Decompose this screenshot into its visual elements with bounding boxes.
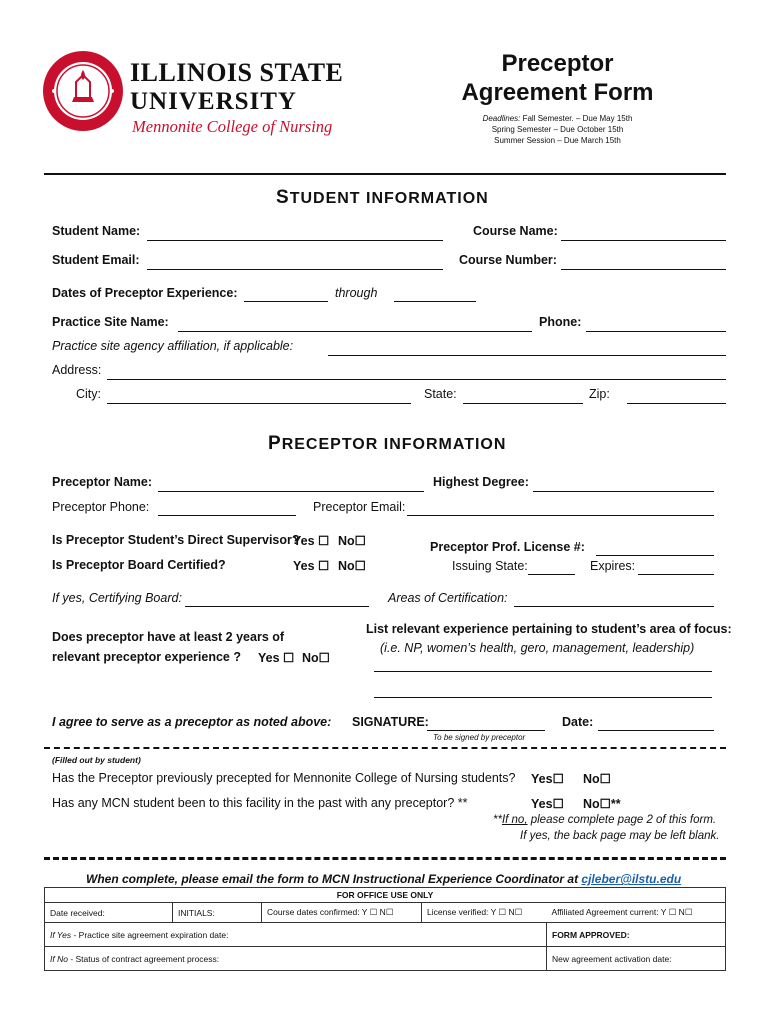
course-dates-cell[interactable]: Course dates confirmed: Y ☐ N☐ bbox=[262, 903, 422, 923]
student-information-heading bbox=[276, 187, 489, 209]
date-end-field[interactable] bbox=[394, 301, 476, 302]
supervisor-no[interactable] bbox=[338, 533, 366, 548]
university-name-line2: UNIVERSITY bbox=[130, 88, 297, 115]
years-yes-label: Yes bbox=[258, 651, 280, 665]
deadline-fall-text: Fall Semester. – Due May 15th bbox=[520, 114, 633, 123]
certified-yes-checkbox[interactable]: ☐ bbox=[318, 559, 330, 573]
course-number-field[interactable] bbox=[561, 269, 726, 270]
course-dates-n: N bbox=[379, 907, 386, 917]
agree-statement: I agree to serve as a preceptor as noted above: bbox=[52, 715, 332, 729]
if-no-note bbox=[493, 814, 716, 826]
facility-no-label: No bbox=[583, 797, 600, 811]
deadline-fall bbox=[440, 114, 675, 123]
if-no-note-emphasis: If no, bbox=[501, 814, 528, 826]
form-title-line1: Preceptor bbox=[501, 50, 614, 77]
section-dashed-divider bbox=[44, 747, 726, 749]
initials-cell[interactable] bbox=[173, 903, 262, 923]
preceptor-phone-field[interactable] bbox=[158, 515, 296, 516]
course-dates-label: Course dates confirmed: Y bbox=[267, 907, 368, 917]
facility-no-stars: ** bbox=[610, 797, 621, 811]
precepted-before-question: Has the Preceptor previously precepted for Mennonite College of Nursing students? bbox=[52, 771, 516, 785]
license-verified-cell[interactable]: License verified: Y ☐ N☐ bbox=[422, 903, 547, 923]
license-verified-n: N bbox=[508, 907, 515, 917]
supervisor-yes-label: Yes bbox=[293, 534, 315, 548]
course-number-label: Course Number: bbox=[459, 253, 557, 267]
issuing-state-label: Issuing State: bbox=[452, 559, 528, 573]
address-label: Address: bbox=[52, 363, 102, 377]
through-label: through bbox=[335, 286, 378, 300]
certified-no-checkbox[interactable]: ☐ bbox=[354, 559, 366, 573]
date-received-label: Date received: bbox=[50, 907, 105, 918]
practice-site-label: Practice Site Name: bbox=[52, 315, 169, 329]
issuing-state-field[interactable] bbox=[528, 574, 575, 575]
new-agreement-label: New agreement activation date: bbox=[552, 953, 672, 964]
board-certified-label: Is Preceptor Board Certified? bbox=[52, 558, 226, 572]
if-no-rest: - Status of contract agreement process: bbox=[67, 953, 220, 964]
preceptor-phone-label: Preceptor Phone: bbox=[52, 500, 150, 514]
certified-no[interactable] bbox=[338, 558, 366, 573]
highest-degree-field[interactable] bbox=[533, 491, 714, 492]
address-field[interactable] bbox=[107, 379, 726, 380]
highest-degree-label: Highest Degree: bbox=[433, 475, 529, 489]
years-yes[interactable] bbox=[258, 650, 294, 665]
date-field[interactable] bbox=[598, 730, 714, 731]
precepted-yes[interactable] bbox=[531, 771, 564, 786]
filled-by-student-label: (Filled out by student) bbox=[52, 755, 141, 765]
supervisor-yes-checkbox[interactable]: ☐ bbox=[318, 534, 330, 548]
if-yes-note: If yes, the back page may be left blank. bbox=[520, 830, 720, 842]
certifying-board-field[interactable] bbox=[185, 606, 369, 607]
certifying-board-label: If yes, Certifying Board: bbox=[52, 591, 182, 605]
office-use-header: FOR OFFICE USE ONLY bbox=[45, 888, 726, 903]
precepted-yes-checkbox[interactable]: ☐ bbox=[552, 772, 564, 786]
precepted-no[interactable] bbox=[583, 771, 611, 786]
precepted-no-checkbox[interactable]: ☐ bbox=[599, 772, 611, 786]
years-question-line1: Does preceptor have at least 2 years of bbox=[52, 630, 285, 644]
supervisor-no-checkbox[interactable]: ☐ bbox=[354, 534, 366, 548]
date-label: Date: bbox=[562, 715, 594, 729]
zip-field[interactable] bbox=[627, 403, 726, 404]
new-agreement-cell[interactable] bbox=[547, 947, 726, 971]
years-no-checkbox[interactable]: ☐ bbox=[318, 651, 330, 665]
university-seal-logo bbox=[42, 50, 124, 132]
supervisor-no-label: No bbox=[338, 534, 355, 548]
expires-label: Expires: bbox=[590, 559, 636, 573]
affiliation-label: Practice site agency affiliation, if applicable: bbox=[52, 339, 294, 353]
city-label: City: bbox=[76, 387, 101, 401]
practice-site-field[interactable] bbox=[178, 331, 532, 332]
if-yes-expiration-cell[interactable] bbox=[45, 923, 547, 947]
if-yes-label: If Yes bbox=[50, 929, 72, 940]
expires-field[interactable] bbox=[638, 574, 714, 575]
affiliated-label: Affiliated Agreement current: Y bbox=[551, 907, 667, 917]
state-field[interactable] bbox=[463, 403, 583, 404]
preceptor-name-field[interactable] bbox=[158, 491, 424, 492]
facility-yes[interactable] bbox=[531, 796, 564, 811]
signature-field[interactable] bbox=[427, 730, 545, 731]
student-email-field[interactable] bbox=[147, 269, 443, 270]
office-use-table bbox=[44, 887, 726, 971]
deadlines-label: Deadlines: bbox=[482, 114, 521, 123]
preceptor-heading-rest: RECEPTOR INFORMATION bbox=[281, 436, 507, 453]
coordinator-email-link[interactable]: cjleber@ilstu.edu bbox=[581, 872, 682, 886]
preceptor-name-label: Preceptor Name: bbox=[52, 475, 153, 489]
email-instruction bbox=[86, 872, 681, 886]
email-instruction-text: When complete, please email the form to MCN Instructional Experience Coordinator at bbox=[86, 872, 582, 886]
course-name-label: Course Name: bbox=[473, 224, 558, 238]
if-yes-rest: - Practice site agreement expiration date: bbox=[71, 929, 229, 940]
date-start-field[interactable] bbox=[244, 301, 328, 302]
areas-certification-field[interactable] bbox=[514, 606, 714, 607]
phone-field[interactable] bbox=[586, 331, 726, 332]
relevant-experience-line2[interactable] bbox=[374, 697, 712, 698]
facility-no[interactable] bbox=[583, 796, 621, 811]
date-received-cell[interactable] bbox=[45, 903, 173, 923]
areas-certification-label: Areas of Certification: bbox=[388, 591, 508, 605]
deadline-spring: Spring Semester – Due October 15th bbox=[491, 125, 624, 134]
phone-label: Phone: bbox=[539, 315, 582, 329]
precepted-no-label: No bbox=[583, 772, 600, 786]
student-heading-cap: S bbox=[276, 187, 290, 208]
footer-dashed-divider bbox=[44, 857, 726, 860]
if-no-status-cell[interactable] bbox=[45, 947, 547, 971]
certified-yes[interactable] bbox=[293, 558, 329, 573]
state-label: State: bbox=[424, 387, 457, 401]
preceptor-information-heading bbox=[268, 433, 506, 455]
years-no[interactable] bbox=[302, 650, 330, 665]
certified-yes-label: Yes bbox=[293, 559, 315, 573]
deadline-summer: Summer Session – Due March 15th bbox=[494, 136, 621, 145]
facility-yes-checkbox[interactable]: ☐ bbox=[552, 797, 564, 811]
student-email-label: Student Email: bbox=[52, 253, 140, 267]
affiliated-cell[interactable]: Affiliated Agreement current: Y ☐ N☐ bbox=[547, 903, 726, 923]
preceptor-heading-cap: P bbox=[268, 433, 282, 454]
if-no-note-stars: ** bbox=[493, 814, 502, 826]
if-no-label: If No bbox=[50, 953, 68, 964]
relevant-experience-label: List relevant experience pertaining to student’s area of focus: bbox=[366, 622, 732, 636]
license-label: Preceptor Prof. License #: bbox=[430, 540, 585, 554]
certified-no-label: No bbox=[338, 559, 355, 573]
facility-no-checkbox[interactable]: ☐ bbox=[599, 797, 611, 811]
university-name-line1: ILLINOIS STATE bbox=[130, 58, 344, 87]
preceptor-email-field[interactable] bbox=[407, 515, 714, 516]
zip-label: Zip: bbox=[589, 387, 610, 401]
years-no-label: No bbox=[302, 651, 319, 665]
relevant-experience-line1[interactable] bbox=[374, 671, 712, 672]
facility-history-question: Has any MCN student been to this facility in the past with any preceptor? ** bbox=[52, 796, 468, 810]
relevant-experience-hint: (i.e. NP, women’s health, gero, management, leadership) bbox=[380, 641, 695, 655]
precepted-yes-label: Yes bbox=[531, 772, 553, 786]
supervisor-yes[interactable] bbox=[293, 533, 329, 548]
signature-label: SIGNATURE: bbox=[352, 715, 429, 729]
years-yes-checkbox[interactable]: ☐ bbox=[283, 651, 295, 665]
signed-by-note: To be signed by preceptor bbox=[433, 733, 526, 742]
preceptor-email-label: Preceptor Email: bbox=[313, 500, 406, 514]
form-title-line2: Agreement Form bbox=[461, 79, 654, 106]
student-name-label: Student Name: bbox=[52, 224, 141, 238]
student-name-field[interactable] bbox=[147, 240, 443, 241]
college-name: Mennonite College of Nursing bbox=[132, 117, 333, 136]
direct-supervisor-label: Is Preceptor Student’s Direct Supervisor? bbox=[52, 533, 300, 547]
city-field[interactable] bbox=[107, 403, 411, 404]
affiliated-n: N bbox=[678, 907, 685, 917]
course-name-field[interactable] bbox=[561, 240, 726, 241]
header-divider bbox=[44, 173, 726, 175]
form-approved-cell[interactable] bbox=[547, 923, 726, 947]
initials-label: INITIALS: bbox=[178, 907, 215, 918]
affiliation-field[interactable] bbox=[328, 355, 726, 356]
years-question-line2: relevant preceptor experience ? bbox=[52, 650, 241, 664]
if-no-note-rest: please complete page 2 of this form. bbox=[527, 814, 717, 826]
student-heading-rest: TUDENT INFORMATION bbox=[289, 190, 489, 207]
form-approved-label: FORM APPROVED: bbox=[552, 929, 630, 940]
dates-label: Dates of Preceptor Experience: bbox=[52, 286, 238, 300]
license-field[interactable] bbox=[596, 555, 714, 556]
facility-yes-label: Yes bbox=[531, 797, 553, 811]
license-verified-label: License verified: Y bbox=[427, 907, 497, 917]
